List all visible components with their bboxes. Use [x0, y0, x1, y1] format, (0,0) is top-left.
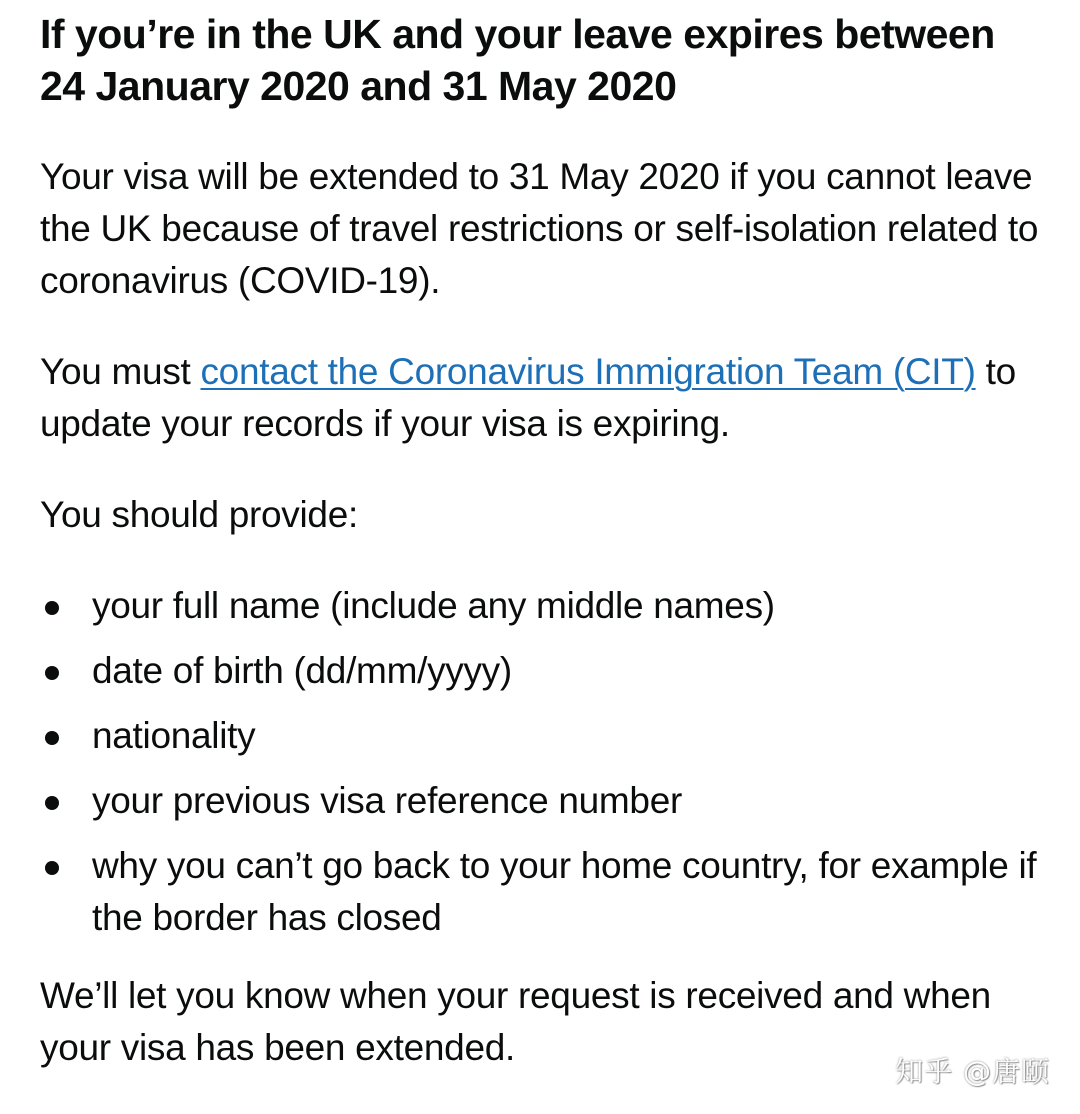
contact-paragraph — [40, 346, 1050, 450]
visa-extension-paragraph: Your visa will be extended to 31 May 2020 if you cannot leave the UK because of travel restrictions or self-isolation related to coronavirus (COVID-19). — [40, 156, 1039, 301]
section-heading: If you’re in the UK and your leave expires between 24 January 2020 and 31 May 2020 — [40, 11, 995, 109]
list-item: nationality — [40, 710, 1050, 762]
main-content — [40, 8, 1050, 1074]
bullet-icon — [45, 666, 59, 680]
confirmation-paragraph: We’ll let you know when your request is received and when your visa has been extended. — [40, 975, 991, 1068]
list-item: your full name (include any middle names) — [40, 580, 1050, 632]
bullet-icon — [45, 796, 59, 810]
list-item: your previous visa reference number — [40, 775, 1050, 827]
bullet-icon — [45, 601, 59, 615]
bullet-icon — [45, 861, 59, 875]
list-item: why you can’t go back to your home country, for example if the border has closed — [40, 840, 1050, 944]
watermark: 知乎 @唐颐 — [895, 1055, 1050, 1088]
contact-cit-link[interactable]: contact the Coronavirus Immigration Team (CIT) — [200, 351, 976, 392]
bullet-icon — [45, 731, 59, 745]
list-item: date of birth (dd/mm/yyyy) — [40, 645, 1050, 697]
contact-text-after: to update your records if your visa is expiring. — [40, 351, 1016, 444]
contact-text-before: You must — [40, 351, 201, 392]
required-info-list — [40, 580, 1050, 944]
provide-intro: You should provide: — [40, 494, 358, 535]
